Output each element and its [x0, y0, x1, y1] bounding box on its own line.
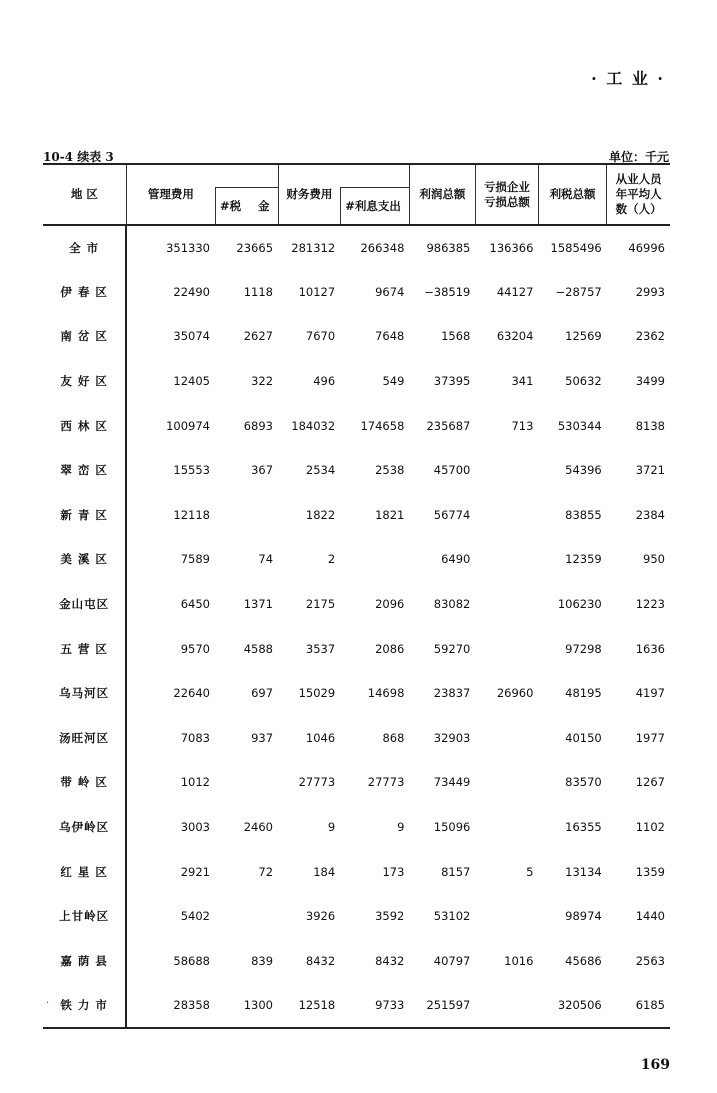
- cell-employees: 1977: [635, 730, 665, 745]
- cell-mgmt-fee: 3003: [180, 820, 210, 835]
- cell-tax: 4588: [243, 641, 274, 656]
- cell-interest: 174658: [360, 418, 405, 433]
- cell-tax: [215, 894, 278, 939]
- cell-tax: 1371: [243, 597, 274, 612]
- cell-mgmt-fee: 15553: [173, 463, 210, 478]
- cell-employees: 2563: [635, 953, 665, 968]
- cell-interest: 14698: [367, 686, 405, 701]
- cell-profit: 56774: [433, 507, 471, 522]
- col-header-loss-enterprise: 亏损企业亏损总额: [475, 164, 538, 225]
- cell-interest: 3592: [375, 909, 405, 924]
- cell-profit-tax: 1585496: [550, 240, 602, 255]
- cell-profit-tax: 98974: [565, 909, 602, 924]
- cell-profit-tax: −28757: [555, 284, 602, 299]
- table-row: [43, 760, 670, 805]
- cell-profit: 235687: [426, 418, 471, 433]
- cell-loss-ent: [475, 582, 538, 627]
- col-header-tax-hash: #税: [219, 199, 242, 213]
- cell-profit-tax: 12569: [565, 329, 602, 344]
- cell-profit-tax: 45686: [565, 953, 602, 968]
- col-header-profit-tax: 利税总额: [538, 164, 606, 225]
- cell-fin-fee: 1822: [305, 507, 336, 522]
- cell-fin-fee: 15029: [298, 686, 336, 701]
- cell-interest: 27773: [367, 775, 405, 790]
- cell-mgmt-fee: 100974: [166, 418, 210, 433]
- cell-loss-ent: [475, 537, 538, 582]
- cell-interest: 9: [397, 820, 405, 835]
- cell-profit: 986385: [426, 240, 471, 255]
- cell-fin-fee: 184: [313, 864, 336, 879]
- cell-employees: 1636: [635, 641, 665, 656]
- cell-region: 金山屯区: [43, 582, 126, 627]
- cell-fin-fee: 7670: [305, 329, 336, 344]
- table-row: [43, 716, 670, 761]
- table-row: [43, 225, 670, 270]
- table-body: [43, 225, 670, 1028]
- cell-employees: 3721: [635, 463, 665, 478]
- unit-label: 单位：千元: [608, 150, 669, 164]
- cell-profit: 23837: [433, 686, 471, 701]
- table-row: [43, 493, 670, 538]
- cell-employees: 46996: [628, 240, 665, 255]
- cell-profit-tax: 48195: [565, 686, 602, 701]
- cell-loss-ent: [475, 448, 538, 493]
- cell-mgmt-fee: 12405: [173, 374, 210, 389]
- cell-profit: 32903: [433, 730, 471, 745]
- cell-profit: 6490: [441, 552, 471, 567]
- table-row: [43, 403, 670, 448]
- table-row: [43, 314, 670, 359]
- cell-loss-ent: [475, 983, 538, 1028]
- cell-region: 嘉 荫 县: [43, 939, 126, 984]
- cell-mgmt-fee: 7083: [180, 730, 210, 745]
- cell-region: 全 市: [43, 225, 126, 270]
- cell-employees: 2362: [635, 329, 665, 344]
- col-header-profit: 利润总额: [409, 164, 475, 225]
- cell-mgmt-fee: 22640: [173, 686, 210, 701]
- table-row: [43, 270, 670, 315]
- cell-profit: 40797: [433, 953, 471, 968]
- cell-profit-tax: 16355: [565, 820, 602, 835]
- cell-loss-ent: [475, 716, 538, 761]
- cell-mgmt-fee: 7589: [180, 552, 210, 567]
- cell-mgmt-fee: 6450: [180, 597, 210, 612]
- cell-region: 铁 力 市: [43, 983, 126, 1028]
- col-header-mgmt-fee: 管理费用: [126, 164, 215, 225]
- cell-loss-ent: 1016: [504, 953, 534, 968]
- cell-profit: −38519: [424, 284, 471, 299]
- cell-tax: 6893: [243, 418, 274, 433]
- cell-loss-ent: [475, 805, 538, 850]
- cell-interest: 868: [382, 730, 405, 745]
- cell-loss-ent: 713: [511, 418, 534, 433]
- cell-region: 西 林 区: [43, 403, 126, 448]
- cell-loss-ent: 341: [511, 374, 534, 389]
- cell-tax: [215, 493, 278, 538]
- cell-profit: 37395: [433, 374, 471, 389]
- cell-profit: 45700: [433, 463, 471, 478]
- cell-employees: 2993: [635, 284, 665, 299]
- cell-profit-tax: 97298: [565, 641, 602, 656]
- cell-mgmt-fee: 28358: [126, 983, 215, 1028]
- cell-employees: 2384: [635, 507, 665, 522]
- cell-profit: 8157: [441, 864, 471, 879]
- cell-employees: 1359: [635, 864, 665, 879]
- cell-tax: 697: [251, 686, 274, 701]
- cell-profit-tax: 50632: [565, 374, 602, 389]
- cell-interest: 8432: [375, 953, 405, 968]
- cell-region: 带 岭 区: [43, 760, 126, 805]
- cell-fin-fee: 12518: [278, 983, 340, 1028]
- cell-mgmt-fee: 9570: [180, 641, 210, 656]
- cell-interest: 549: [382, 374, 405, 389]
- cell-fin-fee: 281312: [291, 240, 336, 255]
- cell-employees: 6185: [607, 983, 670, 1028]
- cell-fin-fee: 1046: [305, 730, 336, 745]
- table-row: [43, 983, 670, 1028]
- cell-tax: 2627: [243, 329, 274, 344]
- cell-interest: 173: [382, 864, 405, 879]
- cell-interest: 2538: [375, 463, 405, 478]
- cell-region: 新 青 区: [43, 493, 126, 538]
- cell-region: 美 溪 区: [43, 537, 126, 582]
- cell-region: 乌马河区: [43, 671, 126, 716]
- cell-interest: 2096: [375, 597, 405, 612]
- cell-fin-fee: 9: [327, 820, 336, 835]
- table-header-row: [43, 164, 670, 225]
- cell-employees: 8138: [635, 418, 665, 433]
- table-row: [43, 537, 670, 582]
- stray-dot: ·: [46, 998, 50, 1009]
- cell-profit: 1568: [441, 329, 471, 344]
- cell-profit-tax: 106230: [557, 597, 602, 612]
- cell-interest: 9733: [340, 983, 409, 1028]
- cell-mgmt-fee: 5402: [180, 909, 210, 924]
- cell-interest: 266348: [360, 240, 405, 255]
- cell-interest: 7648: [375, 329, 405, 344]
- cell-employees: 4197: [635, 686, 665, 701]
- cell-profit: 73449: [433, 775, 471, 790]
- col-header-employees: 从业人员年平均人数（人）: [607, 164, 670, 225]
- cell-profit: 59270: [433, 641, 471, 656]
- cell-fin-fee: 2175: [305, 597, 336, 612]
- table-row: [43, 939, 670, 984]
- cell-profit-tax: 13134: [565, 864, 602, 879]
- cell-tax: 23665: [236, 240, 274, 255]
- cell-profit-tax: 320506: [538, 983, 606, 1028]
- cell-region: 五 营 区: [43, 626, 126, 671]
- cell-tax: 367: [251, 463, 274, 478]
- cell-tax: 74: [258, 552, 274, 567]
- col-header-tax: [215, 164, 278, 225]
- cell-fin-fee: 184032: [291, 418, 336, 433]
- statistics-table: [43, 163, 670, 1029]
- table-row: [43, 448, 670, 493]
- cell-region: 南 岔 区: [43, 314, 126, 359]
- cell-mgmt-fee: 12118: [173, 507, 210, 522]
- cell-profit: 83082: [433, 597, 471, 612]
- cell-profit-tax: 12359: [565, 552, 602, 567]
- table-row: [43, 359, 670, 404]
- cell-region: 汤旺河区: [43, 716, 126, 761]
- cell-loss-ent: [475, 760, 538, 805]
- cell-interest: 1821: [375, 507, 405, 522]
- cell-loss-ent: 136366: [489, 240, 534, 255]
- col-header-interest-label: #利息支出: [340, 187, 409, 224]
- cell-region: 友 好 区: [43, 359, 126, 404]
- table-row: [43, 626, 670, 671]
- cell-interest: 2086: [375, 641, 405, 656]
- cell-fin-fee: 10127: [298, 284, 336, 299]
- table-row: [43, 894, 670, 939]
- page-number: 169: [640, 1057, 670, 1073]
- col-header-region: 地 区: [43, 164, 126, 225]
- table-row: [43, 582, 670, 627]
- cell-region: 红 星 区: [43, 849, 126, 894]
- cell-region: 伊 春 区: [43, 270, 126, 315]
- col-header-fin-fee: 财务费用: [278, 164, 340, 225]
- cell-fin-fee: 3537: [305, 641, 336, 656]
- cell-fin-fee: 8432: [305, 953, 336, 968]
- cell-fin-fee: 2: [327, 552, 336, 567]
- cell-tax: 72: [258, 864, 274, 879]
- cell-mgmt-fee: 351330: [166, 240, 210, 255]
- cell-tax: 1118: [243, 284, 274, 299]
- cell-fin-fee: 27773: [298, 775, 336, 790]
- cell-profit-tax: 83855: [565, 507, 602, 522]
- cell-employees: 1440: [635, 909, 665, 924]
- cell-mgmt-fee: 35074: [173, 329, 210, 344]
- cell-tax: 1300: [215, 983, 278, 1028]
- cell-profit-tax: 54396: [565, 463, 602, 478]
- cell-tax: 937: [251, 730, 274, 745]
- cell-loss-ent: [475, 894, 538, 939]
- cell-profit: 53102: [433, 909, 471, 924]
- cell-employees: 3499: [635, 374, 665, 389]
- cell-mgmt-fee: 2921: [180, 864, 210, 879]
- cell-profit-tax: 40150: [565, 730, 602, 745]
- section-header: · 工 业 ·: [591, 69, 665, 88]
- cell-fin-fee: 3926: [305, 909, 336, 924]
- cell-interest: 9674: [375, 284, 405, 299]
- cell-loss-ent: 5: [526, 864, 534, 879]
- cell-loss-ent: 26960: [496, 686, 534, 701]
- cell-mgmt-fee: 22490: [173, 284, 210, 299]
- cell-mgmt-fee: 58688: [173, 953, 210, 968]
- cell-loss-ent: 63204: [496, 329, 534, 344]
- cell-region: 乌伊岭区: [43, 805, 126, 850]
- cell-employees: 950: [643, 552, 665, 567]
- cell-loss-ent: [475, 493, 538, 538]
- cell-profit-tax: 83570: [565, 775, 602, 790]
- cell-profit: 15096: [433, 820, 471, 835]
- cell-interest: [340, 537, 409, 582]
- cell-profit: 251597: [409, 983, 475, 1028]
- table-row: [43, 849, 670, 894]
- cell-employees: 1102: [635, 820, 665, 835]
- cell-tax: 839: [251, 953, 274, 968]
- cell-region: 上甘岭区: [43, 894, 126, 939]
- cell-loss-ent: 44127: [496, 284, 534, 299]
- cell-fin-fee: 496: [313, 374, 336, 389]
- col-header-interest: [340, 164, 409, 225]
- cell-tax: 322: [251, 374, 274, 389]
- col-header-tax-word: 金: [258, 199, 270, 213]
- cell-tax: [215, 760, 278, 805]
- table-row: [43, 805, 670, 850]
- cell-employees: 1223: [635, 597, 665, 612]
- cell-tax: 2460: [243, 820, 274, 835]
- cell-mgmt-fee: 1012: [180, 775, 210, 790]
- table-id: 10-4 续表 3: [43, 150, 114, 164]
- table-row: [43, 671, 670, 716]
- cell-loss-ent: [475, 626, 538, 671]
- cell-employees: 1267: [635, 775, 665, 790]
- cell-profit-tax: 530344: [557, 418, 602, 433]
- cell-fin-fee: 2534: [305, 463, 336, 478]
- cell-region: 翠 峦 区: [43, 448, 126, 493]
